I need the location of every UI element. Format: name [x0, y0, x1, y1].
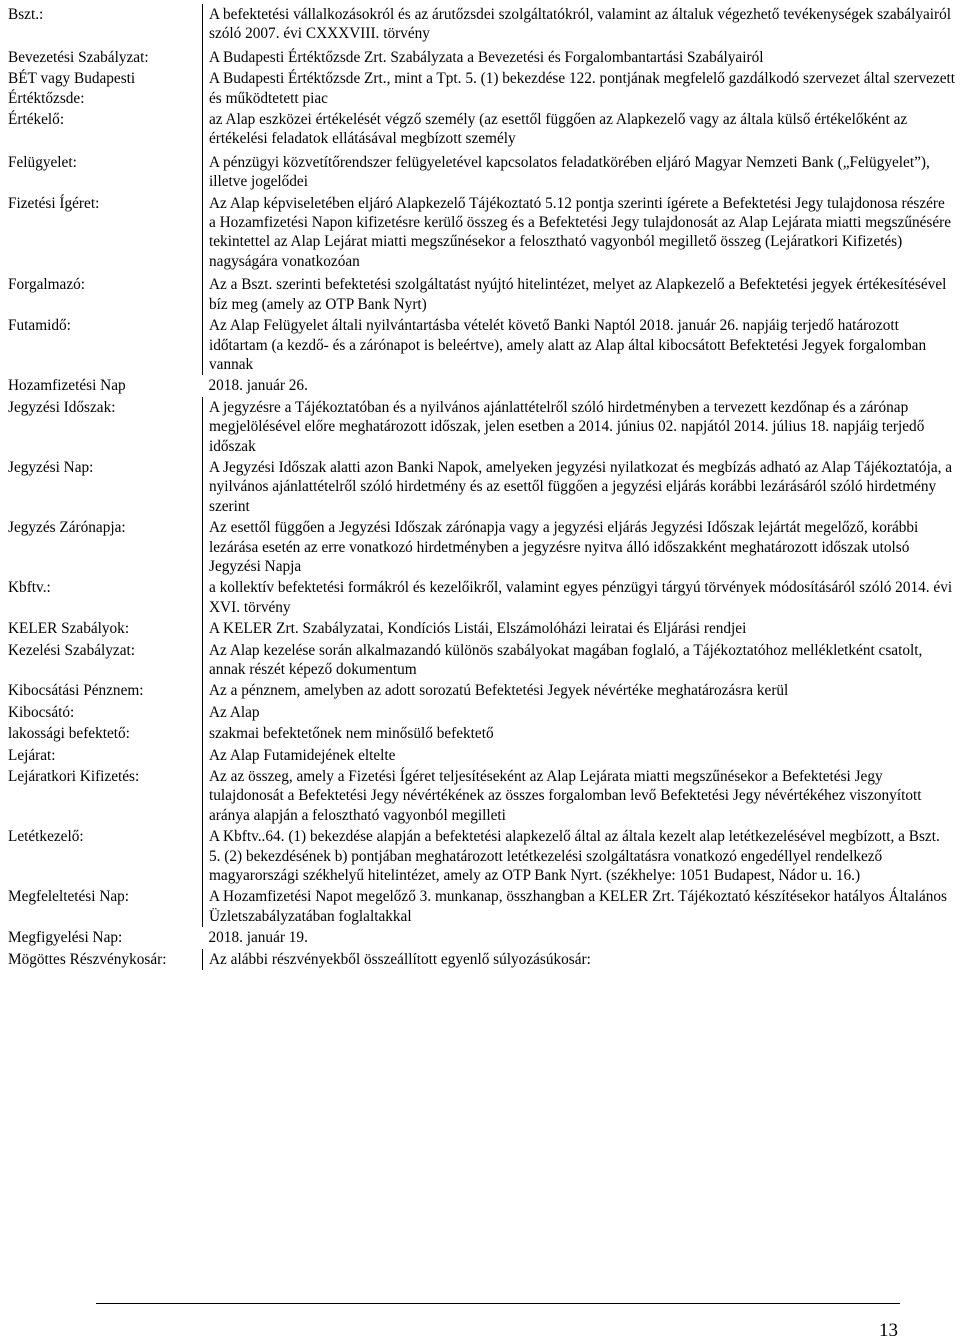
definition-text: Az Alap Futamidejének eltelte	[209, 746, 396, 764]
definition-row	[5, 766, 957, 826]
definition-term: Jegyzési Nap:	[5, 457, 203, 517]
definition-text: Az a Bszt. szerinti befektetési szolgáltatást nyújtó hitelintézet, melyet az Alapkezelő a Befektetési jegyek értékesítésével bíz meg (amely az OTP Bank Nyrt)	[209, 276, 947, 313]
definition-term: Jegyzés Zárónapja:	[5, 517, 203, 577]
definition-term: Futamidő:	[5, 315, 203, 375]
definition-text: A KELER Zrt. Szabályzatai, Kondíciós Listái, Elszámolóházi leiratai és Eljárási rendjei	[209, 620, 747, 638]
definition-row	[5, 723, 957, 744]
definition-text: Az az összeg, amely a Fizetési Ígéret teljesítéseként az Alap Lejárata miatti megszűnésekor a Befektetési Jegy tulajdonosát a Befektetési Jegy névértékének az összes forgalomban levő Befektetési Jegy névértékéhez viszonyított aránya alapján a felosztható vagyonból megilleti	[209, 768, 922, 824]
definition-term: Forgalmazó:	[5, 274, 203, 315]
definition-row	[5, 826, 957, 886]
definition-text: a kollektív befektetési formákról és kezelőikről, valamint egyes pénzügyi tárgyú törvények módosításáról szóló 2014. évi XVI. törvény	[209, 579, 953, 616]
definition-text: Az Alap Felügyelet általi nyilvántartásba vételét követő Banki Naptól 2018. január 26. napjáig terjedő határozott időtartam (a kezdő- és a zárónapot is beleértve), amely alatt az Alap által kibocsátott Befektetési Jegyek forgalomban vannak	[209, 317, 927, 373]
definition-term: Letétkezelő:	[5, 826, 203, 886]
definition-term: Felügyelet:	[5, 152, 203, 193]
definition-row	[5, 152, 957, 193]
definition-row	[5, 68, 957, 109]
definition-term: Fizetési Ígéret:	[5, 193, 203, 275]
definition-text: A Budapesti Értéktőzsde Zrt. Szabályzata a Bevezetési és Forgalombantartási Szabályairól	[209, 48, 764, 66]
definition-term: Megfeleltetési Nap:	[5, 886, 203, 927]
definition-text: A Budapesti Értéktőzsde Zrt., mint a Tpt. 5. (1) bekezdése 122. pontjának megfelelő gazdálkodó szervezet által szervezett és működtetett piac	[209, 70, 956, 107]
definitions-table	[5, 4, 957, 970]
definition-row	[5, 577, 957, 618]
definition-row	[5, 4, 957, 47]
page-number: 13	[879, 1320, 898, 1341]
definition-term: BÉT vagy Budapesti Értéktőzsde:	[5, 68, 203, 109]
definition-text: A befektetési vállalkozásokról és az árutőzsdei szolgáltatókról, valamint az általuk végezhető tevékenységek szabályairól szóló 2007. évi CXXXVIII. törvény	[209, 6, 952, 43]
definition-row	[5, 949, 957, 970]
definition-row	[5, 47, 957, 68]
definition-row	[5, 517, 957, 577]
definition-term: Bevezetési Szabályzat:	[5, 47, 203, 68]
definition-row	[5, 274, 957, 315]
definition-text: A Hozamfizetési Napot megelőző 3. munkanap, összhangban a KELER Zrt. Tájékoztató készítésekor hatályos Általános Üzletszabályzatában foglaltakkal	[209, 888, 947, 925]
definition-row	[5, 315, 957, 375]
definition-text: Az esettől függően a Jegyzési Időszak zárónapja vagy a jegyzési eljárás Jegyzési Időszak lejártát megelőző, korábbi lezárása esetén az erre vonatkozó hirdetményben a jegyzésre nyitva álló időszakként meghatározott időszak utolsó Jegyzési Napja	[209, 519, 919, 575]
definition-text: A Jegyzési Időszak alatti azon Banki Napok, amelyeken jegyzési nyilatkozat és megbízás adható az Alap Tájékoztatója, a nyilvános ajánlattételről szóló hirdetmény és az esettől függően a jegyzési eljárás korábbi lezárásáról szóló hirdetmény szerint	[209, 458, 953, 515]
definition-row	[5, 680, 957, 701]
definition-term: lakossági befektető:	[5, 723, 203, 744]
definition-term: Kibocsátási Pénznem:	[5, 680, 203, 701]
definition-row	[5, 193, 957, 275]
definition-text: Az Alap képviseletében eljáró Alapkezelő Tájékoztató 5.12 pontja szerinti ígérete a Befektetési Jegy tulajdonosa részére a Hozamfizetési Napon kifizetésre kerülő összeg és a Befektetési Jegy tulajdonosát az Alap Lejárata miatti megszűnésére tekintettel az Alap Lejárat miatti megszűnésekor a felosztható vagyonból megillető összeg (Lejáratkori Kifizetés) nagyságára vonatkozóan	[209, 194, 952, 270]
definition-text: A Kbftv..64. (1) bekezdése alapján a befektetési alapkezelő által az általa kezelt alap letétkezelésével megbízott, a Bszt. 5. (2) bekezdésének b) pontjában meghatározott letétkezelési szolgáltatásra vonatkozó engedéllyel rendelkező magyarországi székhelyű hitelintézet, amely az OTP Bank Nyrt. (székhelye: 1051 Budapest, Nádor u. 16.)	[209, 828, 940, 885]
definition-row	[5, 109, 957, 152]
definition-term: Mögöttes Részvénykosár:	[5, 949, 203, 970]
definition-term: KELER Szabályok:	[5, 618, 203, 639]
definition-text: A jegyzésre a Tájékoztatóban és a nyilvános ajánlattételről szóló hirdetményben a tervezett kezdőnap és a zárónap megjelölésével előre meghatározott időszak, jelen esetben a 2014. június 02. napjától 2014. július 18. napjáig terjedő időszak	[209, 398, 925, 455]
definition-term: Kezelési Szabályzat:	[5, 640, 203, 681]
definition-row	[5, 640, 957, 681]
definition-row	[5, 702, 957, 723]
definition-row	[5, 397, 957, 457]
definition-term: Megfigyelési Nap:	[8, 929, 123, 947]
definition-term: Kibocsátó:	[5, 702, 203, 723]
definition-term: Lejáratkori Kifizetés:	[5, 766, 203, 826]
definition-row	[5, 927, 957, 948]
definition-text: Az a pénznem, amelyben az adott sorozatú Befektetési Jegyek névértéke meghatározásra kerül	[209, 682, 789, 700]
definition-term: Hozamfizetési Nap	[8, 377, 126, 395]
definition-row	[5, 375, 957, 396]
definition-text: Az Alap kezelése során alkalmazandó különös szabályokat magában foglaló, a Tájékoztatóhoz mellékletként csatolt, annak részét képező dokumentum	[209, 641, 923, 678]
definition-row	[5, 886, 957, 927]
definitions-table-body	[5, 4, 957, 970]
definition-text: Az Alap	[209, 703, 260, 721]
definition-term: Bszt.:	[5, 4, 203, 47]
definition-row	[5, 745, 957, 766]
definition-term: Lejárat:	[5, 745, 203, 766]
definition-term: Kbftv.:	[5, 577, 203, 618]
definition-text: az Alap eszközei értékelését végző személy (az esettől függően az Alapkezelő vagy az általa külső értékelőként az értékelési feladatok ellátásával megbízott személy	[209, 111, 908, 148]
footer-rule	[96, 1303, 900, 1304]
definition-text: szakmai befektetőnek nem minősülő befektető	[209, 725, 494, 743]
definition-text: Az alábbi részvényekből összeállított egyenlő súlyozásúkosár:	[209, 950, 591, 968]
definition-text: 2018. január 19.	[208, 929, 308, 947]
definition-term: Értékelő:	[5, 109, 203, 152]
definition-row	[5, 618, 957, 639]
definition-text: A pénzügyi közvetítőrendszer felügyeletével kapcsolatos feladatkörében eljáró Magyar Nemzeti Bank („Felügyelet”), illetve jogelődei	[209, 153, 930, 191]
definition-term: Jegyzési Időszak:	[5, 397, 203, 457]
definition-text: 2018. január 26.	[208, 377, 308, 395]
definition-row	[5, 457, 957, 517]
